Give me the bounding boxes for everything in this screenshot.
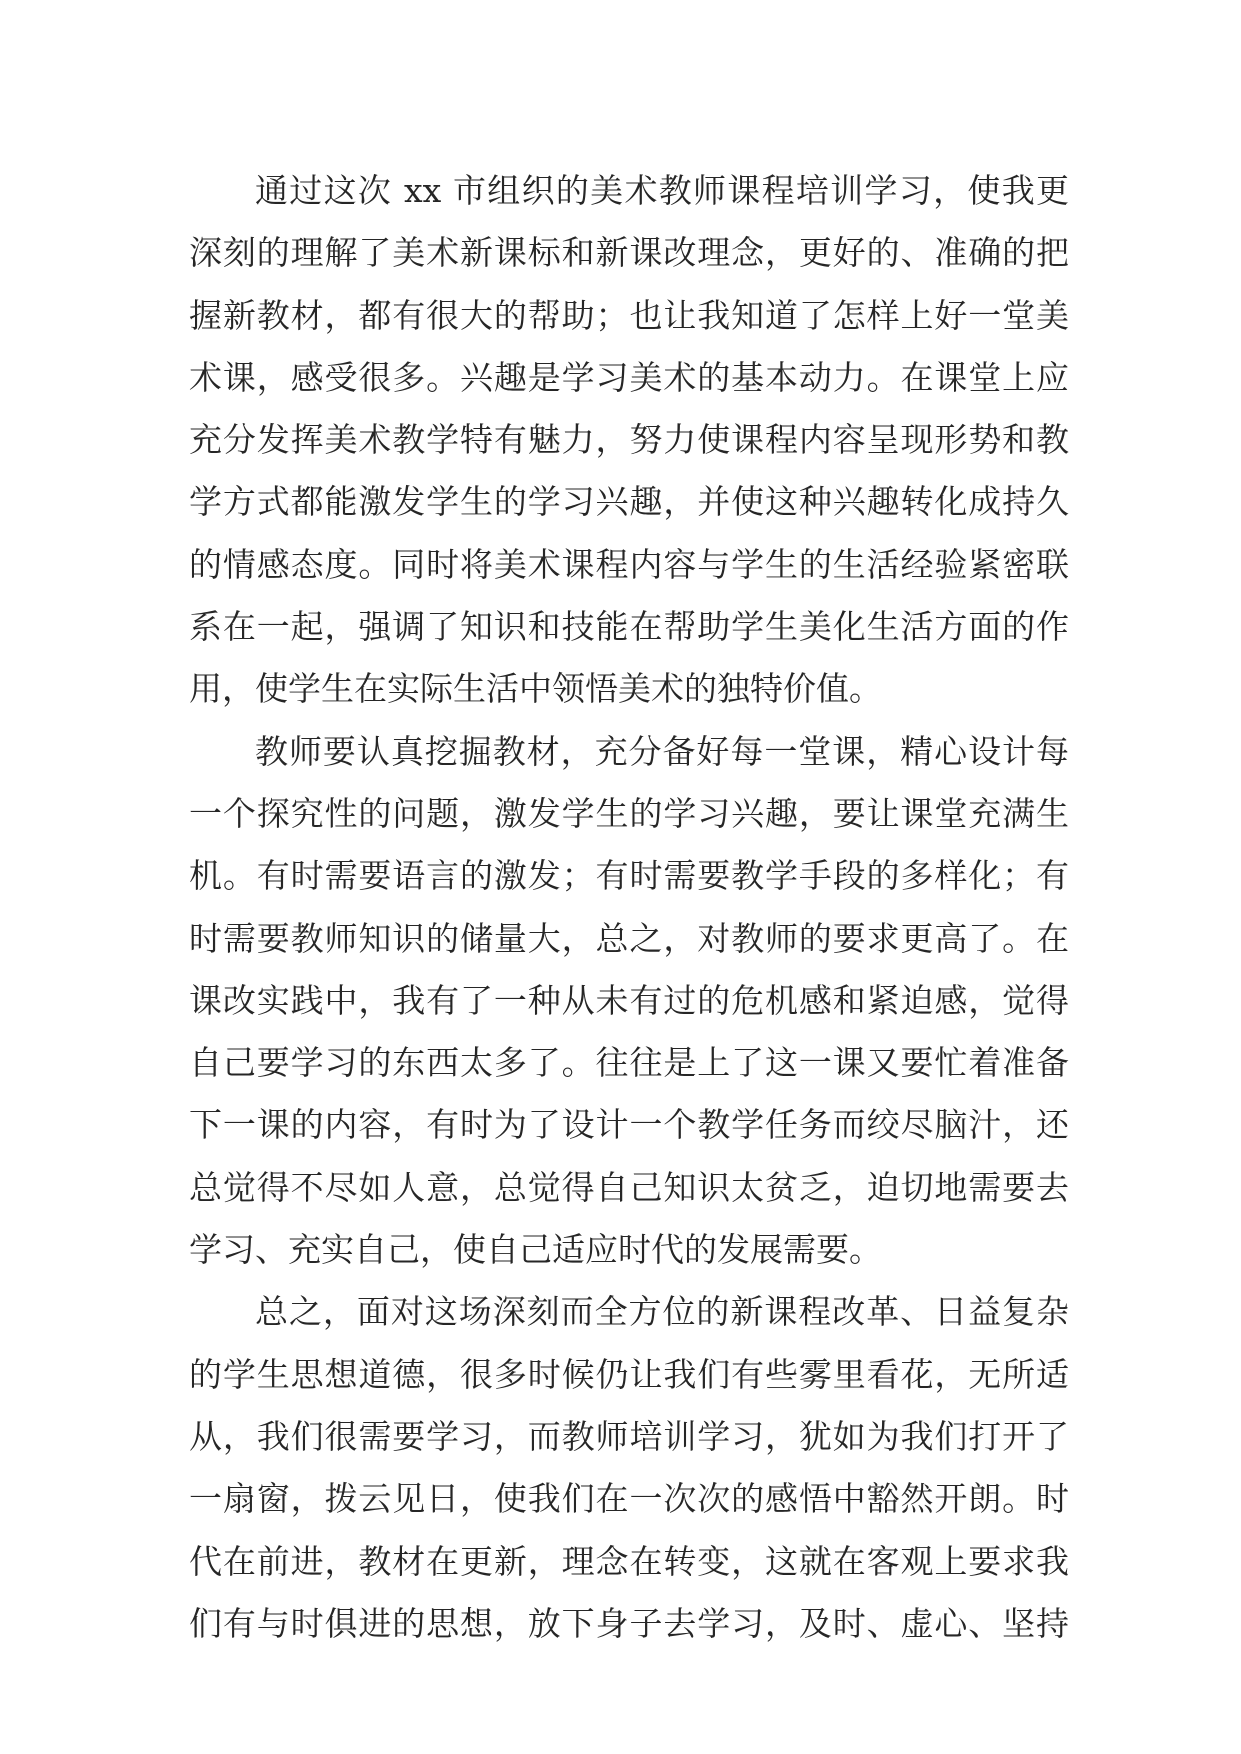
paragraph-2 xyxy=(189,721,1069,1282)
paragraph-line: 术课，感受很多。兴趣是学习美术的基本动力。在课堂上应 xyxy=(189,357,1069,397)
paragraph-line: 一扇窗，拨云见日，使我们在一次次的感悟中豁然开朗。时 xyxy=(189,1479,1069,1519)
paragraph-line: 总觉得不尽如人意，总觉得自己知识太贫乏，迫切地需要去 xyxy=(189,1167,1069,1207)
paragraph-line: 教师要认真挖掘教材，充分备好每一堂课，精心设计每 xyxy=(255,731,1069,771)
paragraph-line: 自己要学习的东西太多了。往往是上了这一课又要忙着准备 xyxy=(189,1043,1069,1083)
paragraph-line: 充分发挥美术教学特有魅力，努力使课程内容呈现形势和教 xyxy=(189,420,1069,460)
paragraph-line: 课改实践中，我有了一种从未有过的危机感和紧迫感，觉得 xyxy=(189,980,1069,1020)
paragraph-line: 学方式都能激发学生的学习兴趣，并使这种兴趣转化成持久 xyxy=(189,482,1069,522)
paragraph-line: 握新教材，都有很大的帮助；也让我知道了怎样上好一堂美 xyxy=(189,295,1069,335)
paragraph-line: 时需要教师知识的储量大，总之，对教师的要求更高了。在 xyxy=(189,918,1069,958)
paragraph-1 xyxy=(189,160,1069,721)
paragraph-line: 系在一起，强调了知识和技能在帮助学生美化生活方面的作 xyxy=(189,607,1069,647)
paragraph-line: 一个探究性的问题，激发学生的学习兴趣，要让课堂充满生 xyxy=(189,793,1069,833)
paragraph-line: 学习、充实自己，使自己适应时代的发展需要。 xyxy=(189,1230,882,1270)
paragraph-line: 从，我们很需要学习，而教师培训学习，犹如为我们打开了 xyxy=(189,1416,1069,1456)
paragraph-line: 通过这次 xx 市组织的美术教师课程培训学习，使我更 xyxy=(255,171,1069,210)
paragraph-line: 的情感态度。同时将美术课程内容与学生的生活经验紧密联 xyxy=(189,544,1069,584)
paragraph-3 xyxy=(189,1281,1069,1655)
paragraph-line: 下一课的内容，有时为了设计一个教学任务而绞尽脑汁，还 xyxy=(189,1105,1069,1145)
paragraph-line: 总之，面对这场深刻而全方位的新课程改革、日益复杂 xyxy=(255,1292,1069,1332)
paragraph-line: 深刻的理解了美术新课标和新课改理念，更好的、准确的把 xyxy=(189,233,1069,273)
document-body xyxy=(189,160,1069,1655)
paragraph-line: 用，使学生在实际生活中领悟美术的独特价值。 xyxy=(189,669,882,709)
paragraph-line: 代在前进，教材在更新，理念在转变，这就在客观上要求我 xyxy=(189,1541,1069,1581)
paragraph-line: 们有与时俱进的思想，放下身子去学习，及时、虚心、坚持 xyxy=(189,1603,1069,1643)
paragraph-line: 机。有时需要语言的激发；有时需要教学手段的多样化；有 xyxy=(189,856,1069,896)
paragraph-line: 的学生思想道德，很多时候仍让我们有些雾里看花，无所适 xyxy=(189,1354,1069,1394)
